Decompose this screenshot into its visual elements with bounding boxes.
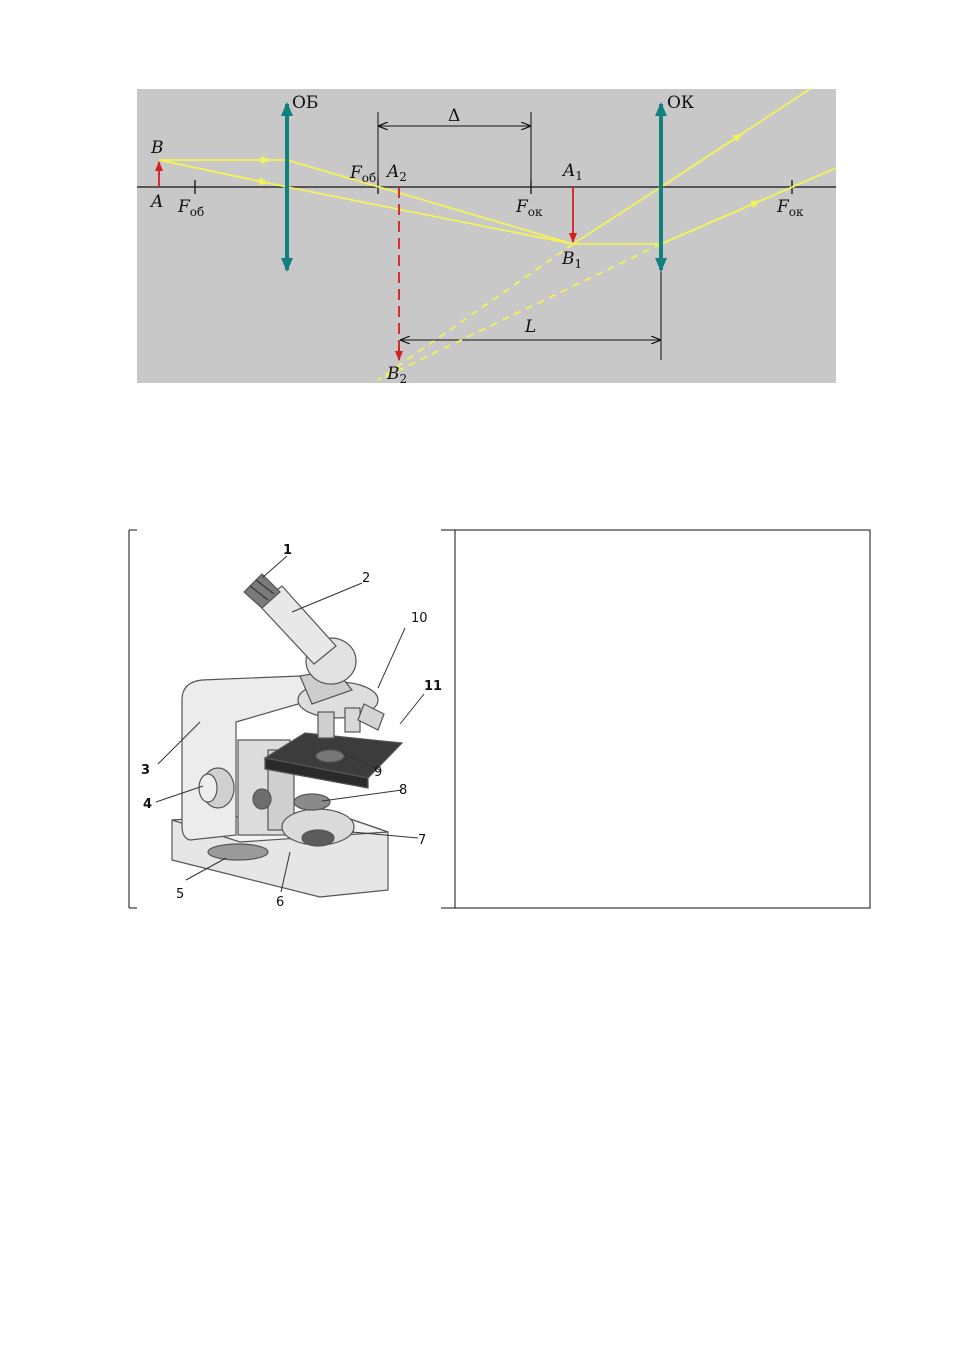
callout-line-10 <box>378 628 405 688</box>
eyepiece-label: ОК <box>667 93 695 113</box>
callout-8: 8 <box>399 783 408 798</box>
callout-10: 10 <box>411 611 428 626</box>
objective-c <box>358 704 384 730</box>
answer-box <box>455 530 870 908</box>
microscope-illustration <box>156 556 427 897</box>
label-B1: $B_1$ <box>562 249 583 271</box>
callout-1: 1 <box>283 543 293 558</box>
callout-line-1 <box>262 556 287 578</box>
label-F-ok-left: $F_{ок}$ <box>516 197 543 219</box>
diaphragm <box>294 794 330 810</box>
mirror <box>208 844 268 860</box>
label-B: B <box>151 138 164 158</box>
callout-6: 6 <box>276 895 285 910</box>
callout-3: 3 <box>141 763 151 778</box>
label-A1: $A_1$ <box>563 161 583 183</box>
objective-label: ОБ <box>292 93 319 113</box>
diagram-background <box>137 89 836 383</box>
callout-9: 9 <box>374 765 383 780</box>
label-F-ob-left: $F_{об}$ <box>178 197 205 219</box>
label-A2: $A_2$ <box>387 162 407 184</box>
callout-7: 7 <box>418 833 427 848</box>
callout-5: 5 <box>176 887 185 902</box>
label-F-ok-right: $F_{ок}$ <box>777 197 804 219</box>
fine-focus-knob <box>253 789 271 809</box>
label-A: A <box>151 192 164 212</box>
callout-line-11 <box>400 694 424 724</box>
condenser-aperture <box>302 830 334 846</box>
coarse-focus-knob-face <box>199 774 217 802</box>
objective-a <box>318 712 334 738</box>
ray-diagram <box>137 89 836 386</box>
callout-11: 11 <box>424 679 443 694</box>
callout-2: 2 <box>362 571 371 586</box>
callout-4: 4 <box>143 797 153 812</box>
callout-line-8 <box>322 790 402 801</box>
label-F-ob-right: $F_{об}$ <box>350 163 377 185</box>
callout-line-2 <box>292 583 362 612</box>
label-B2: $B_2$ <box>387 364 408 386</box>
stage-opening <box>316 750 344 762</box>
L-label: L <box>525 317 537 337</box>
delta-label: Δ <box>448 106 461 126</box>
